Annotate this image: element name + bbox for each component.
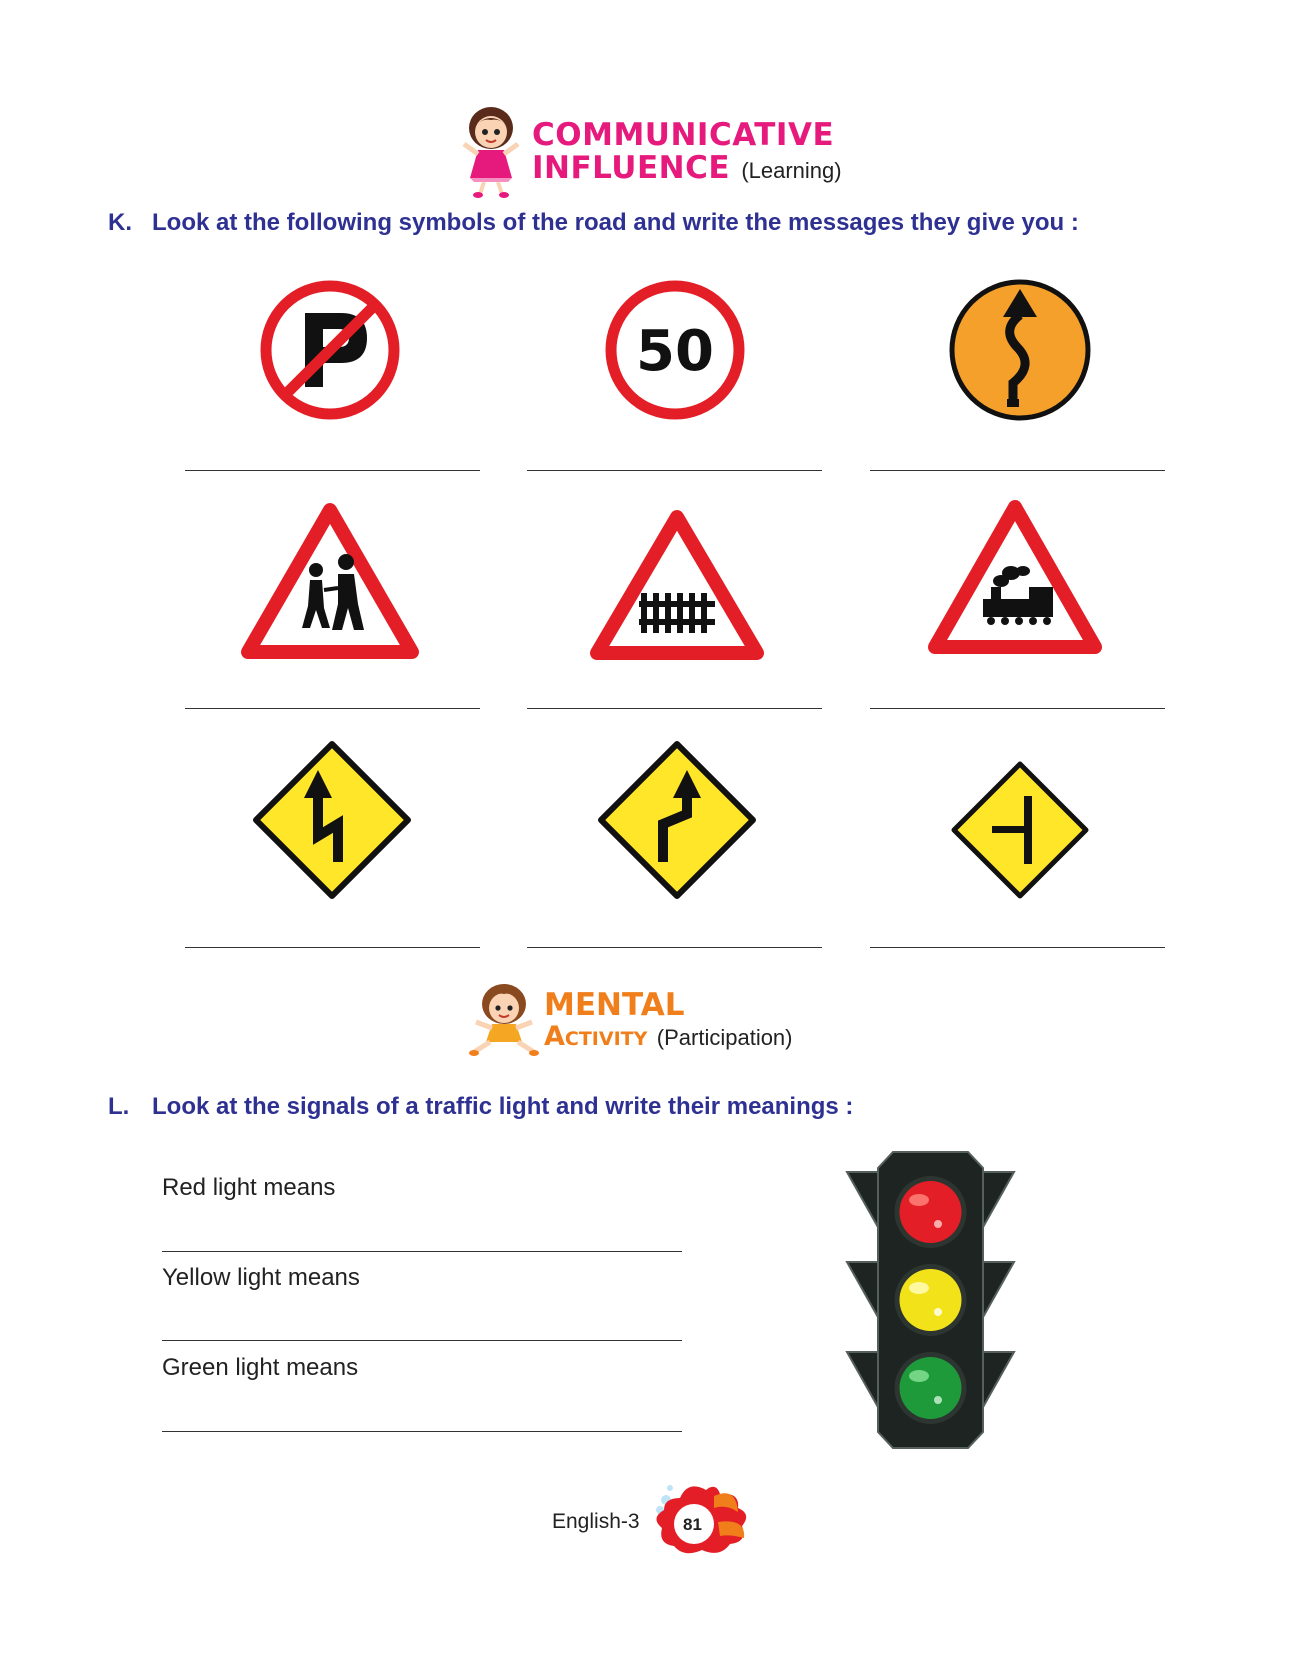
red-light-label: Red light means bbox=[162, 1174, 336, 1201]
speed-limit-value: 50 bbox=[636, 319, 714, 384]
communicative-influence-header bbox=[460, 106, 842, 198]
mental-line2: Activity bbox=[544, 1021, 648, 1052]
railway-crossing-train-sign-icon bbox=[925, 495, 1105, 660]
question-k bbox=[108, 209, 1079, 237]
mental-line1: MENTAL bbox=[544, 987, 685, 1023]
no-parking-sign-icon bbox=[255, 275, 405, 425]
mental-activity-title bbox=[544, 987, 793, 1052]
answer-line-sign-4[interactable] bbox=[185, 708, 480, 709]
answer-line-green[interactable] bbox=[162, 1431, 682, 1432]
traffic-light-icon bbox=[843, 1150, 1018, 1450]
yellow-light-label: Yellow light means bbox=[162, 1264, 360, 1291]
mental-activity-header bbox=[468, 982, 793, 1058]
green-light-label: Green light means bbox=[162, 1354, 359, 1381]
answer-line-sign-2[interactable] bbox=[527, 470, 822, 471]
book-title: English-3 bbox=[552, 1510, 640, 1533]
girl-mascot-icon bbox=[460, 106, 522, 198]
double-bend-left-sign-icon bbox=[252, 740, 412, 900]
answer-line-sign-3[interactable] bbox=[870, 470, 1165, 471]
question-l-label: L. bbox=[108, 1093, 130, 1120]
winding-road-sign-icon bbox=[945, 275, 1095, 425]
header-line1: COMMUNICATIVE bbox=[532, 117, 835, 153]
question-l bbox=[108, 1093, 853, 1121]
question-k-label: K. bbox=[108, 209, 132, 236]
level-crossing-gate-sign-icon bbox=[587, 505, 767, 665]
speed-limit-sign-icon bbox=[600, 275, 750, 425]
girl-sitting-mascot-icon bbox=[468, 982, 540, 1058]
side-road-left-sign-icon bbox=[950, 760, 1090, 900]
answer-line-yellow[interactable] bbox=[162, 1340, 682, 1341]
answer-line-red[interactable] bbox=[162, 1251, 682, 1252]
mental-sub: (Participation) bbox=[656, 1025, 793, 1050]
communicative-influence-title bbox=[532, 117, 842, 186]
header-sub: (Learning) bbox=[741, 158, 842, 183]
answer-line-sign-5[interactable] bbox=[527, 708, 822, 709]
header-line2: INFLUENCE bbox=[532, 150, 731, 186]
answer-line-sign-9[interactable] bbox=[870, 947, 1165, 948]
page-number: 81 bbox=[683, 1515, 702, 1534]
question-k-text: Look at the following symbols of the road and write the messages they give you : bbox=[152, 209, 1079, 236]
answer-line-sign-6[interactable] bbox=[870, 708, 1165, 709]
answer-line-sign-7[interactable] bbox=[185, 947, 480, 948]
double-bend-right-sign-icon bbox=[597, 740, 757, 900]
school-children-sign-icon bbox=[240, 500, 420, 662]
answer-line-sign-8[interactable] bbox=[527, 947, 822, 948]
question-l-text: Look at the signals of a traffic light and write their meanings : bbox=[152, 1093, 854, 1120]
answer-line-sign-1[interactable] bbox=[185, 470, 480, 471]
